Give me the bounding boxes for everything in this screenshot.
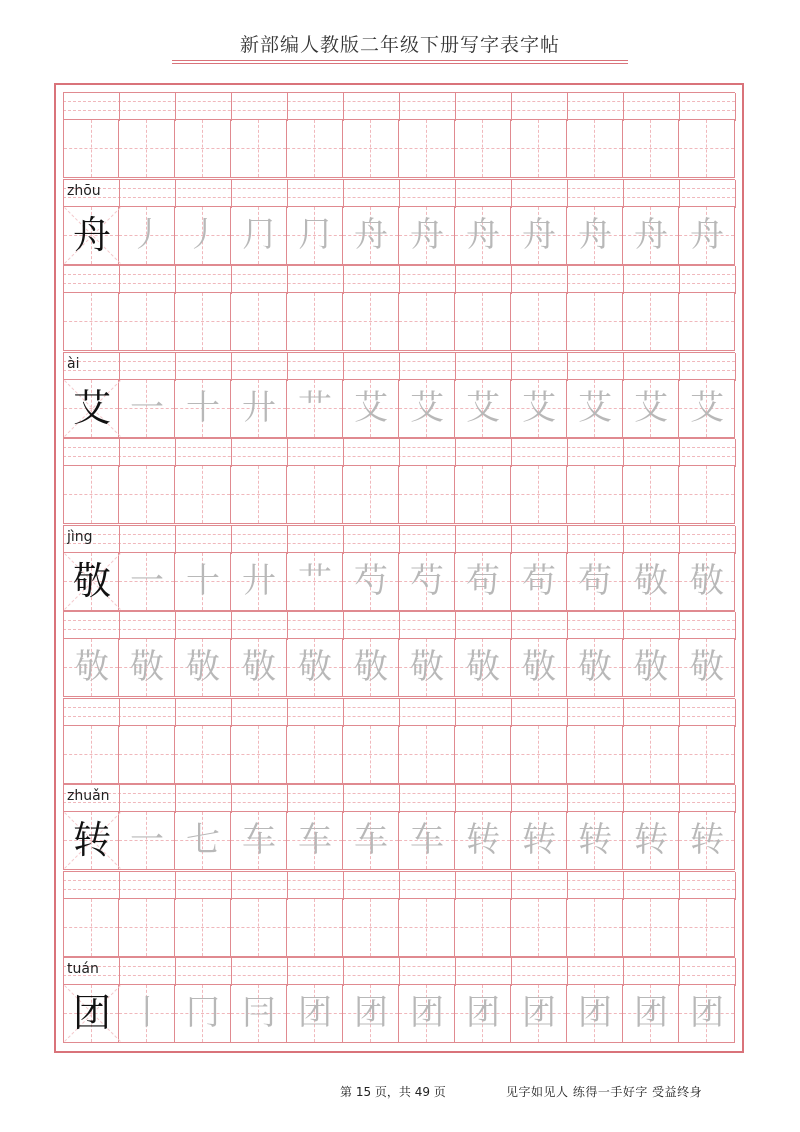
tracing-cell[interactable]: [623, 899, 679, 956]
trace-character: 敬: [522, 647, 556, 687]
title-underline: [172, 60, 628, 61]
tracing-cell[interactable]: [511, 466, 567, 523]
trace-character: [175, 899, 231, 956]
tracing-cell[interactable]: [343, 639, 399, 696]
tracing-cell[interactable]: [679, 726, 735, 783]
trace-character: [455, 120, 511, 177]
trace-character: 敬: [690, 560, 724, 601]
pinyin-label: zhōu: [67, 182, 101, 199]
tracing-cell[interactable]: [343, 120, 399, 177]
trace-character: 十: [186, 560, 220, 601]
pinyin-label: tuán: [67, 961, 99, 977]
character-row: [63, 380, 735, 438]
trace-character: 敬: [130, 647, 164, 687]
trace-character: 团: [298, 993, 332, 1033]
trace-character: [287, 466, 343, 523]
pinyin-row: [63, 179, 735, 207]
trace-character: 苟: [578, 560, 612, 601]
trace-character: [64, 726, 120, 783]
trace-character: 团: [578, 993, 612, 1033]
tracing-cell[interactable]: [679, 120, 735, 177]
trace-character: [679, 293, 735, 350]
tracing-cell[interactable]: [63, 639, 119, 696]
trace-character: 敬: [75, 647, 109, 687]
trace-character: 七: [186, 820, 220, 860]
tracing-cell[interactable]: [119, 553, 175, 610]
character-row: [63, 726, 735, 784]
footer-slogan: 见字如见人 练得一手好字 受益终身: [506, 1085, 703, 1099]
tracing-cell[interactable]: [399, 293, 455, 350]
pinyin-label: jìng: [67, 528, 93, 545]
trace-character: 一: [130, 387, 164, 428]
trace-character: 敬: [634, 647, 668, 687]
tracing-cell[interactable]: [175, 293, 231, 350]
trace-character: 转: [578, 820, 612, 860]
tracing-cell[interactable]: [455, 812, 511, 869]
character-row: [63, 812, 735, 870]
practice-sheet: [54, 83, 744, 1053]
pinyin-row: [63, 352, 735, 380]
trace-character: 舟: [522, 214, 556, 255]
character-row: [63, 466, 735, 524]
page-number: 第 15 页，共 49 页: [340, 1085, 446, 1099]
tracing-cell[interactable]: [399, 639, 455, 696]
trace-character: [399, 726, 455, 783]
tracing-cell[interactable]: [287, 812, 343, 869]
tracing-cell[interactable]: [399, 553, 455, 610]
trace-character: [679, 899, 735, 956]
trace-character: 敬: [634, 560, 668, 601]
trace-character: 转: [466, 820, 500, 860]
tracing-cell[interactable]: [623, 380, 679, 437]
tracing-cell[interactable]: [175, 985, 231, 1042]
trace-character: [511, 899, 567, 956]
model-character: 舟: [72, 212, 111, 257]
trace-character: [231, 293, 287, 350]
trace-character: [343, 726, 399, 783]
trace-character: 敬: [354, 647, 388, 687]
tracing-cell[interactable]: [399, 985, 455, 1042]
tracing-cell[interactable]: [567, 553, 623, 610]
tracing-cell[interactable]: [511, 120, 567, 177]
model-character-cell[interactable]: [63, 207, 119, 264]
tracing-cell[interactable]: [231, 726, 287, 783]
tracing-cell[interactable]: [287, 380, 343, 437]
tracing-cell[interactable]: [567, 726, 623, 783]
tracing-cell[interactable]: [511, 726, 567, 783]
trace-character: [231, 726, 287, 783]
trace-character: 苟: [466, 560, 500, 601]
trace-character: 艾: [410, 387, 444, 428]
character-row: [63, 899, 735, 957]
practice-row: [63, 957, 735, 1073]
tracing-cell[interactable]: [623, 812, 679, 869]
trace-character: 舟: [690, 214, 724, 255]
tracing-cell[interactable]: [231, 380, 287, 437]
title-underline: [172, 63, 628, 64]
trace-character: ⺆: [242, 214, 276, 255]
trace-character: 十: [186, 387, 220, 428]
trace-character: [119, 466, 175, 523]
trace-character: [679, 466, 735, 523]
trace-character: 敬: [242, 647, 276, 687]
tracing-cell[interactable]: [567, 899, 623, 956]
trace-character: 敬: [186, 647, 220, 687]
tracing-cell[interactable]: [679, 207, 735, 264]
tracing-cell[interactable]: [679, 293, 735, 350]
tracing-cell[interactable]: [175, 207, 231, 264]
character-row: [63, 553, 735, 611]
trace-character: [623, 466, 679, 523]
tracing-cell[interactable]: [343, 812, 399, 869]
tracing-cell[interactable]: [287, 553, 343, 610]
trace-character: [567, 466, 623, 523]
character-row: [63, 639, 735, 697]
trace-character: 敬: [578, 647, 612, 687]
tracing-cell[interactable]: [455, 380, 511, 437]
tracing-cell[interactable]: [63, 466, 119, 523]
trace-character: 艹: [298, 387, 332, 428]
trace-character: [567, 120, 623, 177]
tracing-cell[interactable]: [175, 726, 231, 783]
tracing-cell[interactable]: [679, 466, 735, 523]
pinyin-row: [63, 611, 735, 639]
trace-character: [623, 899, 679, 956]
tracing-cell[interactable]: [63, 899, 119, 956]
tracing-cell[interactable]: [567, 812, 623, 869]
pinyin-row: [63, 92, 735, 120]
tracing-cell[interactable]: [175, 120, 231, 177]
trace-character: [231, 899, 287, 956]
trace-character: [511, 120, 567, 177]
trace-character: 丨: [130, 993, 164, 1033]
trace-character: 冂: [186, 993, 220, 1033]
tracing-cell[interactable]: [231, 466, 287, 523]
trace-character: 转: [634, 820, 668, 860]
tracing-cell[interactable]: [119, 812, 175, 869]
tracing-cell[interactable]: [343, 553, 399, 610]
model-character-cell[interactable]: [63, 985, 119, 1042]
trace-character: [623, 120, 679, 177]
tracing-cell[interactable]: [175, 466, 231, 523]
tracing-cell[interactable]: [343, 985, 399, 1042]
trace-character: [64, 466, 120, 523]
trace-character: [567, 899, 623, 956]
tracing-cell[interactable]: [511, 639, 567, 696]
tracing-cell[interactable]: [623, 466, 679, 523]
tracing-cell[interactable]: [343, 207, 399, 264]
tracing-cell[interactable]: [231, 293, 287, 350]
tracing-cell[interactable]: [287, 985, 343, 1042]
tracing-cell[interactable]: [63, 120, 119, 177]
trace-character: ⺆: [298, 214, 332, 255]
trace-character: [679, 726, 735, 783]
trace-character: [175, 120, 231, 177]
trace-character: [231, 120, 287, 177]
trace-character: [567, 293, 623, 350]
trace-character: [119, 899, 175, 956]
trace-character: 转: [690, 820, 724, 860]
tracing-cell[interactable]: [119, 380, 175, 437]
character-row: [63, 985, 735, 1043]
trace-character: 艹: [298, 560, 332, 601]
trace-character: [119, 120, 175, 177]
model-character: 艾: [72, 385, 111, 430]
tracing-cell[interactable]: [511, 812, 567, 869]
trace-character: 敬: [690, 647, 724, 687]
tracing-cell[interactable]: [455, 293, 511, 350]
tracing-cell[interactable]: [511, 899, 567, 956]
trace-character: [64, 293, 120, 350]
tracing-cell[interactable]: [399, 899, 455, 956]
tracing-cell[interactable]: [511, 207, 567, 264]
pinyin-row: [63, 784, 735, 812]
tracing-cell[interactable]: [175, 380, 231, 437]
trace-character: 艾: [690, 387, 724, 428]
tracing-cell[interactable]: [511, 293, 567, 350]
trace-character: 一: [130, 820, 164, 860]
trace-character: [287, 293, 343, 350]
pinyin-label: zhuǎn: [67, 788, 110, 804]
tracing-cell[interactable]: [567, 120, 623, 177]
trace-character: [64, 899, 120, 956]
tracing-cell[interactable]: [119, 899, 175, 956]
pinyin-row: [63, 957, 735, 985]
tracing-cell[interactable]: [119, 120, 175, 177]
trace-character: 团: [634, 993, 668, 1033]
trace-character: 敬: [298, 647, 332, 687]
tracing-cell[interactable]: [399, 120, 455, 177]
trace-character: 芍: [410, 560, 444, 601]
trace-character: [287, 120, 343, 177]
tracing-cell[interactable]: [231, 207, 287, 264]
tracing-cell[interactable]: [175, 639, 231, 696]
model-character: 团: [72, 991, 111, 1035]
tracing-cell[interactable]: [679, 639, 735, 696]
pinyin-row: [63, 698, 735, 726]
tracing-cell[interactable]: [287, 120, 343, 177]
model-character: 敬: [72, 558, 111, 603]
trace-character: [511, 726, 567, 783]
tracing-cell[interactable]: [567, 639, 623, 696]
tracing-cell[interactable]: [567, 207, 623, 264]
tracing-cell[interactable]: [343, 466, 399, 523]
trace-character: 车: [298, 820, 332, 860]
tracing-cell[interactable]: [567, 380, 623, 437]
trace-character: [343, 120, 399, 177]
trace-character: 团: [522, 993, 556, 1033]
trace-character: [455, 466, 511, 523]
trace-character: 团: [466, 993, 500, 1033]
tracing-cell[interactable]: [679, 553, 735, 610]
trace-character: 团: [690, 993, 724, 1033]
trace-character: 艾: [578, 387, 612, 428]
trace-character: 车: [242, 820, 276, 860]
tracing-cell[interactable]: [287, 899, 343, 956]
page-title: 新部编人教版二年级下册写字表字帖: [239, 34, 560, 56]
tracing-cell[interactable]: [679, 380, 735, 437]
tracing-cell[interactable]: [343, 899, 399, 956]
tracing-cell[interactable]: [623, 726, 679, 783]
tracing-cell[interactable]: [455, 639, 511, 696]
trace-character: 丿: [186, 214, 220, 255]
tracing-cell[interactable]: [511, 553, 567, 610]
trace-character: 团: [410, 993, 444, 1033]
tracing-cell[interactable]: [399, 726, 455, 783]
trace-character: 丿: [130, 214, 164, 255]
tracing-cell[interactable]: [623, 120, 679, 177]
tracing-cell[interactable]: [63, 726, 119, 783]
trace-character: 廾: [242, 387, 276, 428]
tracing-cell[interactable]: [511, 985, 567, 1042]
tracing-cell[interactable]: [287, 207, 343, 264]
trace-character: [399, 293, 455, 350]
tracing-cell[interactable]: [231, 899, 287, 956]
tracing-cell[interactable]: [455, 899, 511, 956]
trace-character: [175, 466, 231, 523]
model-character-cell[interactable]: [63, 553, 119, 610]
character-row: [63, 207, 735, 265]
trace-character: [623, 726, 679, 783]
tracing-cell[interactable]: [119, 726, 175, 783]
tracing-cell[interactable]: [623, 553, 679, 610]
tracing-cell[interactable]: [679, 812, 735, 869]
trace-character: 舟: [466, 214, 500, 255]
tracing-cell[interactable]: [455, 207, 511, 264]
tracing-cell[interactable]: [63, 293, 119, 350]
tracing-cell[interactable]: [231, 812, 287, 869]
trace-character: 艾: [466, 387, 500, 428]
trace-character: [287, 726, 343, 783]
tracing-cell[interactable]: [623, 639, 679, 696]
model-character-cell[interactable]: [63, 380, 119, 437]
trace-character: [343, 293, 399, 350]
pinyin-row: [63, 265, 735, 293]
trace-character: 一: [130, 560, 164, 601]
trace-character: [231, 466, 287, 523]
tracing-cell[interactable]: [119, 207, 175, 264]
tracing-cell[interactable]: [623, 985, 679, 1042]
writing-grid: [63, 92, 735, 1044]
tracing-cell[interactable]: [119, 639, 175, 696]
tracing-cell[interactable]: [231, 985, 287, 1042]
trace-character: [175, 726, 231, 783]
trace-character: [623, 293, 679, 350]
tracing-cell[interactable]: [287, 293, 343, 350]
trace-character: 团: [354, 993, 388, 1033]
pinyin-row: [63, 438, 735, 466]
trace-character: [511, 466, 567, 523]
trace-character: 廾: [242, 560, 276, 601]
tracing-cell[interactable]: [623, 293, 679, 350]
tracing-cell[interactable]: [399, 380, 455, 437]
tracing-cell[interactable]: [399, 812, 455, 869]
tracing-cell[interactable]: [567, 466, 623, 523]
trace-character: 艾: [522, 387, 556, 428]
tracing-cell[interactable]: [455, 120, 511, 177]
tracing-cell[interactable]: [175, 812, 231, 869]
tracing-cell[interactable]: [287, 466, 343, 523]
tracing-cell[interactable]: [175, 553, 231, 610]
pinyin-label: ài: [67, 355, 80, 372]
tracing-cell[interactable]: [287, 639, 343, 696]
tracing-cell[interactable]: [455, 985, 511, 1042]
tracing-cell[interactable]: [567, 985, 623, 1042]
tracing-cell[interactable]: [455, 553, 511, 610]
trace-character: 舟: [410, 214, 444, 255]
tracing-cell[interactable]: [679, 899, 735, 956]
trace-character: [455, 899, 511, 956]
model-character: 转: [72, 818, 111, 862]
trace-character: 艾: [354, 387, 388, 428]
tracing-cell[interactable]: [455, 726, 511, 783]
trace-character: [287, 899, 343, 956]
trace-character: 舟: [634, 214, 668, 255]
tracing-cell[interactable]: [511, 380, 567, 437]
trace-character: [679, 120, 735, 177]
tracing-cell[interactable]: [175, 899, 231, 956]
tracing-cell[interactable]: [399, 466, 455, 523]
trace-character: 车: [354, 820, 388, 860]
tracing-cell[interactable]: [455, 466, 511, 523]
trace-character: [343, 466, 399, 523]
trace-character: [511, 293, 567, 350]
tracing-cell[interactable]: [231, 553, 287, 610]
trace-character: 转: [522, 820, 556, 860]
tracing-cell[interactable]: [287, 726, 343, 783]
trace-character: [119, 726, 175, 783]
tracing-cell[interactable]: [231, 120, 287, 177]
model-character-cell[interactable]: [63, 812, 119, 869]
trace-character: [567, 726, 623, 783]
trace-character: 苟: [522, 560, 556, 601]
character-row: [63, 293, 735, 351]
trace-character: [119, 293, 175, 350]
tracing-cell[interactable]: [119, 985, 175, 1042]
trace-character: [399, 120, 455, 177]
trace-character: [175, 293, 231, 350]
trace-character: 敬: [466, 647, 500, 687]
tracing-cell[interactable]: [119, 466, 175, 523]
trace-character: 舟: [578, 214, 612, 255]
trace-character: [455, 293, 511, 350]
tracing-cell[interactable]: [343, 726, 399, 783]
tracing-cell[interactable]: [231, 639, 287, 696]
trace-character: 冃: [242, 993, 276, 1033]
tracing-cell[interactable]: [567, 293, 623, 350]
trace-character: [64, 120, 120, 177]
tracing-cell[interactable]: [119, 293, 175, 350]
tracing-cell[interactable]: [399, 207, 455, 264]
tracing-cell[interactable]: [679, 985, 735, 1042]
tracing-cell[interactable]: [343, 293, 399, 350]
trace-character: 车: [410, 820, 444, 860]
tracing-cell[interactable]: [623, 207, 679, 264]
trace-character: 舟: [354, 214, 388, 255]
trace-character: 芍: [354, 560, 388, 601]
trace-character: [455, 726, 511, 783]
trace-character: [399, 899, 455, 956]
trace-character: 艾: [634, 387, 668, 428]
trace-character: [399, 466, 455, 523]
tracing-cell[interactable]: [343, 380, 399, 437]
character-row: [63, 120, 735, 178]
pinyin-row: [63, 871, 735, 899]
trace-character: 敬: [410, 647, 444, 687]
trace-character: [343, 899, 399, 956]
pinyin-row: [63, 525, 735, 553]
